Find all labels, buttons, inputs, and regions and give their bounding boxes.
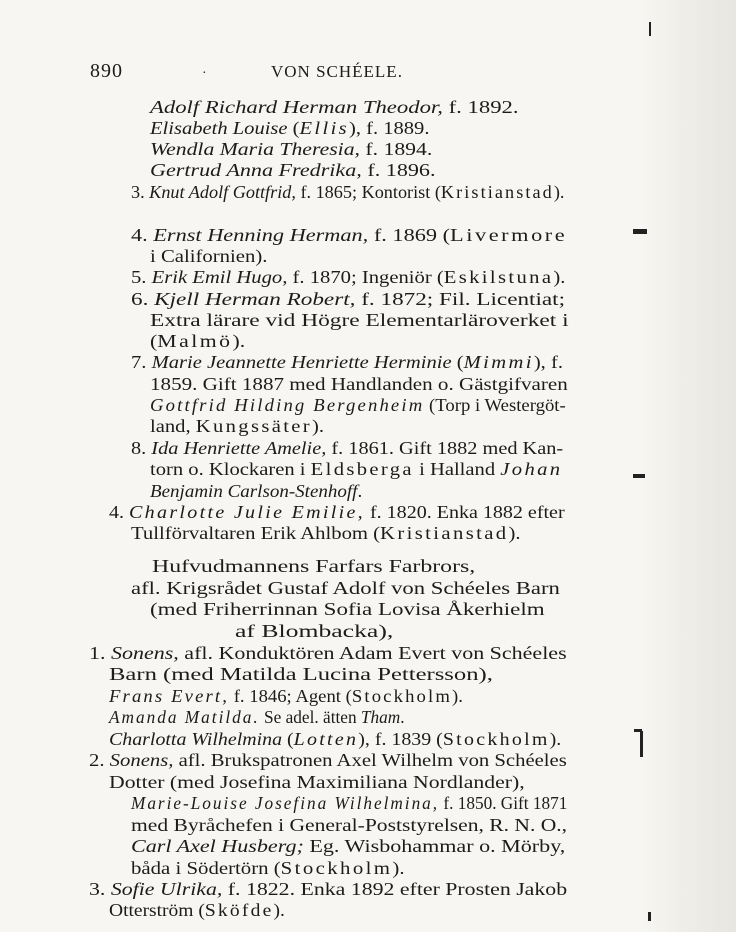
text-line: (med Friherrinnan Sofia Lovisa Åkerhielm bbox=[150, 599, 545, 619]
text-line: Extra lärare vid Högre Elementarläroverket i bbox=[150, 310, 569, 330]
page-number: 890 bbox=[90, 60, 123, 82]
text-line: 2. Sonens, afl. Brukspatronen Axel Wilhelm von Schéeles bbox=[89, 750, 567, 770]
text-line: Gertrud Anna Fredrika, f. 1896. bbox=[150, 160, 436, 180]
margin-mark bbox=[633, 474, 645, 478]
text-line: 3. Knut Adolf Gottfrid, f. 1865; Kontorist (Kristianstad). bbox=[131, 182, 565, 202]
text-line: i Californien). bbox=[150, 246, 268, 266]
text-line: af Blombacka), bbox=[235, 621, 394, 641]
text-line: Dotter (med Josefina Maximiliana Nordlander), bbox=[109, 772, 525, 792]
text-line: Carl Axel Husberg; Eg. Wisbohammar o. Mörby, bbox=[131, 836, 566, 856]
text-line: 4. Ernst Henning Herman, f. 1869 (Livermore bbox=[131, 225, 568, 245]
text-line: Wendla Maria Theresia, f. 1894. bbox=[150, 139, 433, 159]
margin-mark bbox=[634, 729, 642, 732]
text-line: Amanda Matilda. Se adel. ätten Tham. bbox=[109, 707, 405, 727]
text-line: med Byråchefen i General-Poststyrelsen, R. N. O., bbox=[131, 815, 568, 835]
page-edge-shading bbox=[640, 0, 736, 932]
text-line: 5. Erik Emil Hugo, f. 1870; Ingeniör (Eskilstuna). bbox=[131, 267, 566, 287]
running-title: VON SCHÉELE. bbox=[271, 62, 403, 81]
text-line: Marie-Louise Josefina Wilhelmina, f. 1850. Gift 1871 bbox=[131, 793, 568, 813]
text-line: Charlotta Wilhelmina (Lotten), f. 1839 (Stockholm). bbox=[109, 729, 562, 749]
text-line: Adolf Richard Herman Theodor, f. 1892. bbox=[150, 97, 519, 117]
text-line: (Malmö). bbox=[150, 331, 246, 351]
text-line: 1. Sonens, afl. Konduktören Adam Evert von Schéeles bbox=[89, 643, 567, 663]
text-line: Tullförvaltaren Erik Ahlbom (Kristianstad). bbox=[131, 523, 521, 543]
text-line: 1859. Gift 1887 med Handlanden o. Gästgifvaren bbox=[150, 374, 568, 394]
text-line: Otterström (Sköfde). bbox=[109, 900, 285, 920]
text-line: 8. Ida Henriette Amelie, f. 1861. Gift 1882 med Kan- bbox=[131, 438, 564, 458]
text-line: Gottfrid Hilding Bergenheim (Torp i Westergöt- bbox=[150, 395, 566, 415]
margin-mark bbox=[640, 731, 643, 757]
text-line: 7. Marie Jeannette Henriette Herminie (Mimmi), f. bbox=[131, 352, 563, 372]
text-line: 4. Charlotte Julie Emilie, f. 1820. Enka 1882 efter bbox=[109, 502, 565, 522]
text-line: afl. Krigsrådet Gustaf Adolf von Schéeles Barn bbox=[131, 578, 560, 598]
text-line: Hufvudmannens Farfars Farbrors, bbox=[152, 556, 476, 576]
text-line: 6. Kjell Herman Robert, f. 1872; Fil. Licentiat; bbox=[131, 289, 566, 309]
text-line: båda i Södertörn (Stockholm). bbox=[131, 858, 405, 878]
margin-mark bbox=[649, 22, 651, 36]
text-line: Elisabeth Louise (Ellis), f. 1889. bbox=[150, 118, 430, 138]
text-line: 3. Sofie Ulrika, f. 1822. Enka 1892 efter Prosten Jakob bbox=[89, 879, 568, 899]
margin-mark bbox=[633, 229, 647, 234]
text-line: Barn (med Matilda Lucina Pettersson), bbox=[109, 664, 493, 684]
text-line: torn o. Klockaren i Eldsberga i Halland Johan bbox=[150, 459, 563, 479]
text-line: Frans Evert, f. 1846; Agent (Stockholm). bbox=[109, 686, 463, 706]
text-line: Benjamin Carlson-Stenhoff. bbox=[150, 481, 363, 501]
header-dot: · bbox=[202, 66, 207, 81]
text-line: land, Kungssäter). bbox=[150, 416, 325, 436]
margin-mark bbox=[648, 912, 651, 921]
